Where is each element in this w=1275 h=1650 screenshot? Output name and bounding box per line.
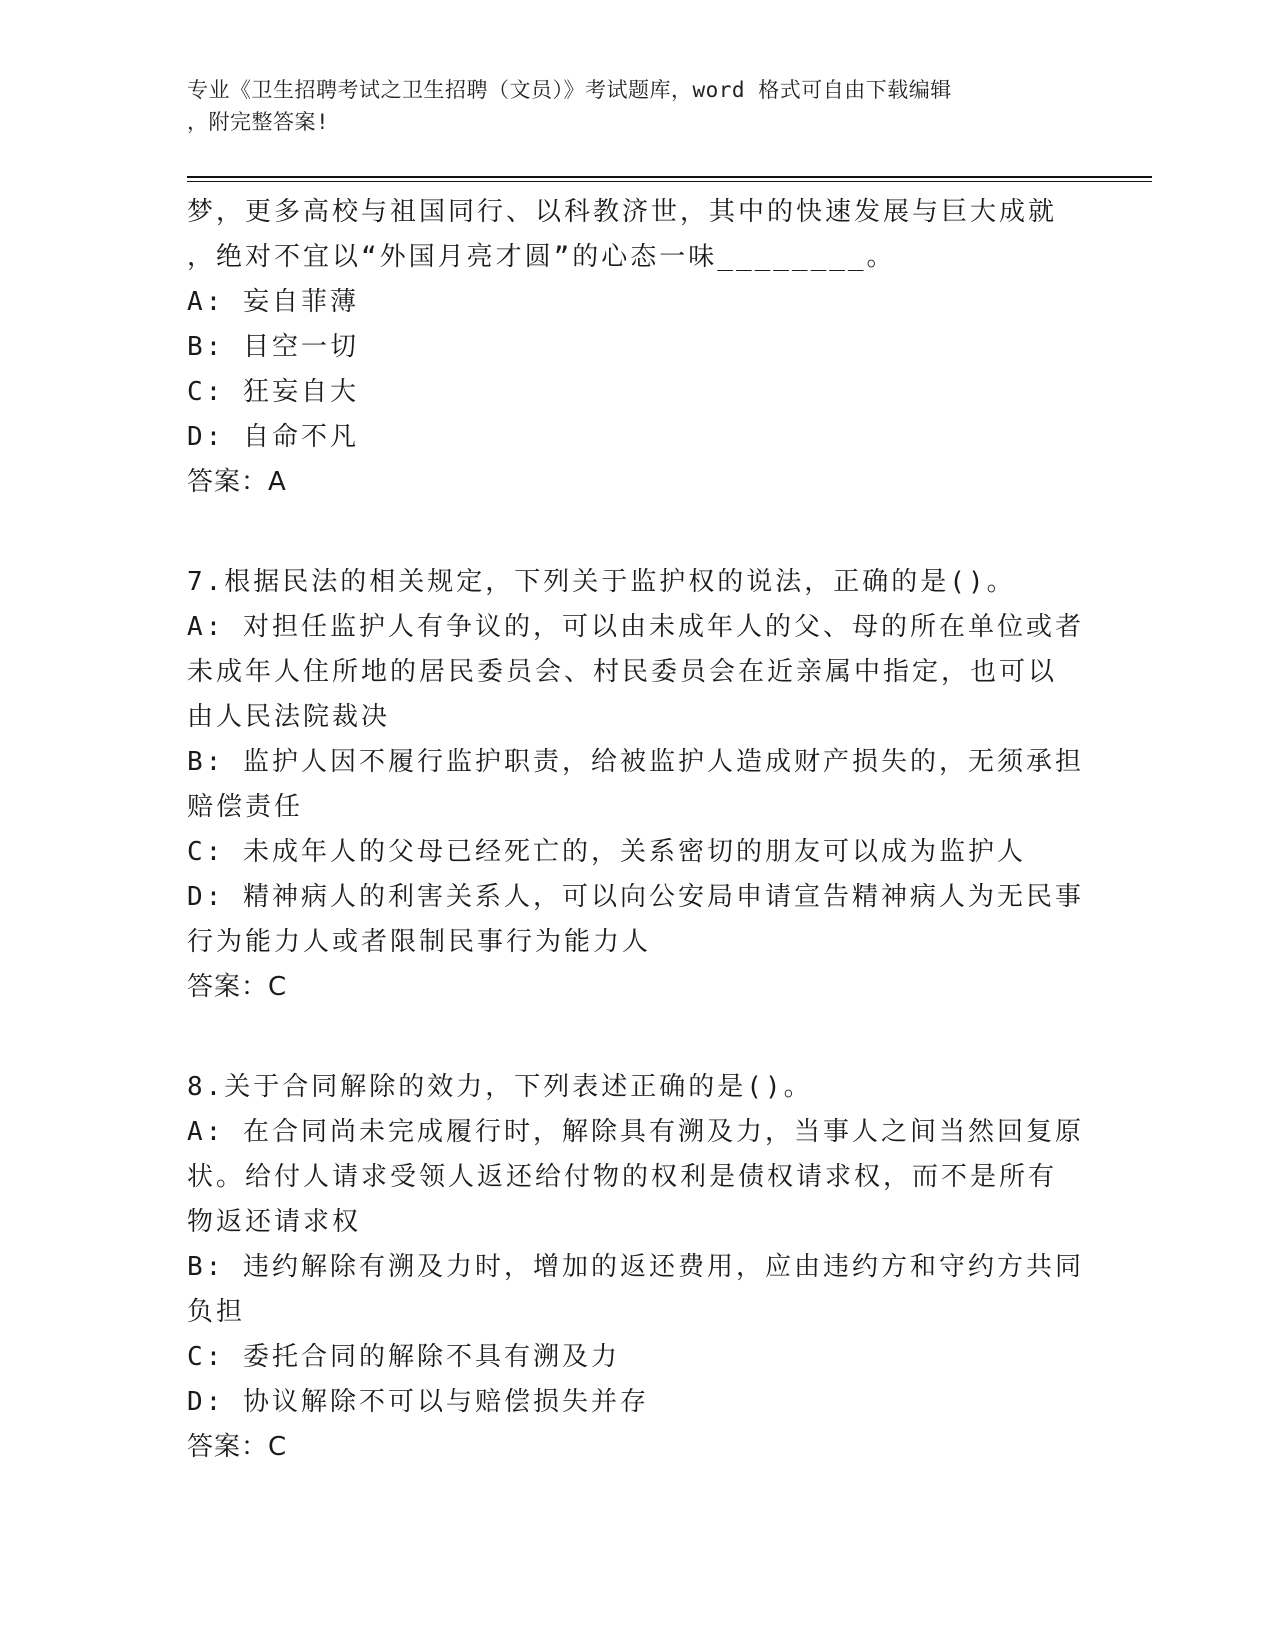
- question-8-stem: 8.关于合同解除的效力，下列表述正确的是()。: [187, 1072, 813, 1102]
- question-8-option-b-line-2: 负担: [187, 1297, 246, 1327]
- spacer: [187, 505, 1087, 560]
- question-7-option-b-line-2: 赔偿责任: [187, 792, 304, 822]
- question-6-option-b: B: 目空一切: [187, 332, 359, 362]
- spacer: [187, 1010, 1087, 1065]
- question-7-option-a-line-1: A: 对担任监护人有争议的，可以由未成年人的父、母的所在单位或者: [187, 612, 1084, 642]
- question-7-answer: 答案：C: [187, 972, 288, 1002]
- question-8-option-a-line-3: 物返还请求权: [187, 1207, 362, 1237]
- header-rule-thin: [187, 181, 1152, 182]
- question-6-option-a: A: 妄自菲薄: [187, 287, 359, 317]
- question-7-option-c: C: 未成年人的父母已经死亡的，关系密切的朋友可以成为监护人: [187, 837, 1026, 867]
- question-8-option-b-line-1: B: 违约解除有溯及力时，增加的返还费用，应由违约方和守约方共同: [187, 1252, 1084, 1282]
- header-rule-thick: [187, 176, 1152, 178]
- question-8-option-d: D: 协议解除不可以与赔偿损失并存: [187, 1387, 649, 1417]
- question-6-continuation-1: 梦，更多高校与祖国同行、以科教济世，其中的快速发展与巨大成就: [187, 197, 1058, 227]
- question-7-option-b-line-1: B: 监护人因不履行监护职责，给被监护人造成财产损失的，无须承担: [187, 747, 1084, 777]
- question-8-option-a-line-1: A: 在合同尚未完成履行时，解除具有溯及力，当事人之间当然回复原: [187, 1117, 1084, 1147]
- question-7-stem: 7.根据民法的相关规定，下列关于监护权的说法，正确的是()。: [187, 567, 1016, 597]
- question-8-option-c: C: 委托合同的解除不具有溯及力: [187, 1342, 620, 1372]
- document-header: [187, 74, 1067, 138]
- question-7-option-d-line-1: D: 精神病人的利害关系人，可以向公安局申请宣告精神病人为无民事: [187, 882, 1084, 912]
- question-7-option-a-line-2: 未成年人住所地的居民委员会、村民委员会在近亲属中指定，也可以: [187, 657, 1058, 687]
- header-line-1: 专业《卫生招聘考试之卫生招聘（文员）》考试题库，word 格式可自由下载编辑: [187, 78, 952, 102]
- question-8-option-a-line-2: 状。给付人请求受领人返还给付物的权利是债权请求权，而不是所有: [187, 1162, 1058, 1192]
- question-7-option-a-line-3: 由人民法院裁决: [187, 702, 391, 732]
- question-6-continuation-2: ，绝对不宜以“外国月亮才圆”的心态一味________。: [187, 242, 896, 272]
- header-line-2: ，附完整答案!: [187, 110, 330, 134]
- question-6-answer: 答案：A: [187, 467, 287, 497]
- question-6-option-c: C: 狂妄自大: [187, 377, 359, 407]
- question-7: [187, 560, 1087, 1010]
- question-6: [187, 190, 1087, 505]
- question-8-answer: 答案：C: [187, 1432, 288, 1462]
- question-content: [187, 190, 1087, 1470]
- question-8: [187, 1065, 1087, 1470]
- question-7-option-d-line-2: 行为能力人或者限制民事行为能力人: [187, 927, 652, 957]
- question-6-option-d: D: 自命不凡: [187, 422, 359, 452]
